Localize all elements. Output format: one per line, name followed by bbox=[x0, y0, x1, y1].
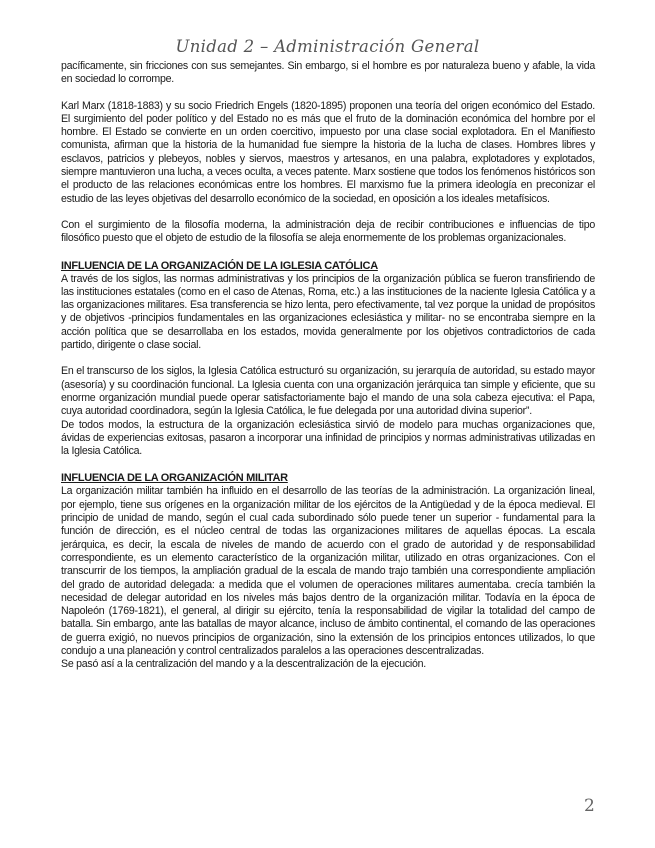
spacer bbox=[61, 87, 595, 100]
spacer bbox=[61, 206, 595, 219]
paragraph-iglesia-3: De todos modos, la estructura de la organización eclesiástica sirvió de modelo para muchas organizaciones que, ávidas de experiencias exitosas, pasaron a incorporar una infinidad de principios y normas administrativas utilizadas en la Iglesia Católica. bbox=[61, 418, 595, 458]
spacer bbox=[61, 352, 595, 365]
spacer bbox=[61, 246, 595, 259]
page-number: 2 bbox=[584, 796, 595, 816]
paragraph-iglesia-1: A través de los siglos, las normas administrativas y los principios de la organización pública se fueron transfiriendo de las instituciones estatales (como en el caso de Atenas, Roma, etc.) a las instituciones de la naciente Iglesia Católica y a las organizaciones militares. Esa transferencia se hizo lenta, pero efectivamente, tal vez porque la unidad de propósitos y de objetivos -principios fundamentales en las organizaciones eclesiástica y militar- no se encontraba siempre en la acción política que se desarrollaba en los estados, movida generalmente por los objetivos contradictorios de cada partido, dirigente o clase social. bbox=[61, 272, 595, 352]
paragraph-modern-philosophy: Con el surgimiento de la filosofía moderna, la administración deja de recibir contribuciones e influencias de tipo filosófico puesto que el objeto de estudio de la filosofía se aleja enormemente de los problemas organizacionales. bbox=[61, 218, 595, 245]
paragraph-militar-1: La organización militar también ha influido en el desarrollo de las teorías de la administración. La organización lineal, por ejemplo, tiene sus orígenes en la organización militar de los ejércitos de la Antigüedad y de la época medieval. El principio de unidad de mando, según el cual cada subordinado sólo puede tener un superior - fundamental para la función de dirección, es el núcleo central de todas las organizaciones militares de aquellas épocas. La escala jerárquica, es decir, la escala de niveles de mando de acuerdo con el grado de autoridad y de responsabilidad correspondiente, es un elemento característico de la organización militar, utilizado en otras organizaciones. Con el transcurrir de los tiempos, la ampliación gradual de la escala de mando trajo también una correspondiente ampliación del grado de autoridad delegada: a medida que el volumen de operaciones militares aumentaba. crecía también la necesidad de delegar autoridad en los niveles más bajos dentro de la organización militar. Todavía en la época de Napoleón (1769-1821), el general, al dirigir su ejército, tenía la responsabilidad de vigilar la totalidad del campo de batalla. Sin embargo, ante las batallas de mayor alcance, incluso de ámbito continental, el comando de las operaciones de guerra exigió, no nuevos principios de organización, sino la extensión de los principios entonces utilizados, lo que condujo a una planeación y control centralizados paralelos a las operaciones descentralizadas. bbox=[61, 485, 595, 657]
paragraph-iglesia-2: En el transcurso de los siglos, la Iglesia Católica estructuró su organización, su jerarquía de autoridad, su estado mayor (asesoría) y su coordinación funcional. La Iglesia cuenta con una organización jerárquica tan simple y eficiente, que su enorme organización mundial puede operar satisfactoriamente bajo el mando de una sola cabeza ejecutiva: el Papa, cuya autoridad coordinadora, según la Iglesia Católica, le fue delegada por una autoridad divina superior”. bbox=[61, 365, 595, 418]
heading-iglesia-catolica: INFLUENCIA DE LA ORGANIZACIÓN DE LA IGLESIA CATÓLICA bbox=[61, 259, 378, 272]
page-header-title: Unidad 2 – Administración General bbox=[175, 37, 480, 56]
heading-organizacion-militar: INFLUENCIA DE LA ORGANIZACIÓN MILITAR bbox=[61, 472, 288, 485]
paragraph-militar-2: Se pasó así a la centralización del mando y a la descentralización de la ejecución. bbox=[61, 658, 426, 671]
paragraph-intro-continuation: pacíficamente, sin fricciones con sus semejantes. Sin embargo, si el hombre es por naturaleza bueno y afable, la vida en sociedad lo corrompe. bbox=[61, 60, 595, 86]
paragraph-marx-engels: Karl Marx (1818-1883) y su socio Friedrich Engels (1820-1895) proponen una teoría del origen económico del Estado. El surgimiento del poder político y del Estado no es más que el fruto de la dominación económica del hombre por el hombre. El Estado se convierte en un orden coercitivo, impuesto por una clase social explotadora. En el Manifiesto comunista, afirman que la historia de la humanidad fue siempre la historia de la lucha de clases. Hombres libres y esclavos, patricios y plebeyos, nobles y siervos, maestros y artesanos, en una palabra, explotadores y explotados, siempre mantuvieron una lucha, a veces oculta, a veces patente. Marx sostiene que todos los fenómenos históricos son el producto de las relaciones económicas entre los hombres. El marxismo fue la primera ideología en preconizar el estudio de las leyes objetivas del desarrollo económico de la sociedad, en oposición a los ideales metafísicos. bbox=[61, 99, 595, 205]
spacer bbox=[61, 458, 595, 471]
document-body bbox=[61, 60, 595, 672]
